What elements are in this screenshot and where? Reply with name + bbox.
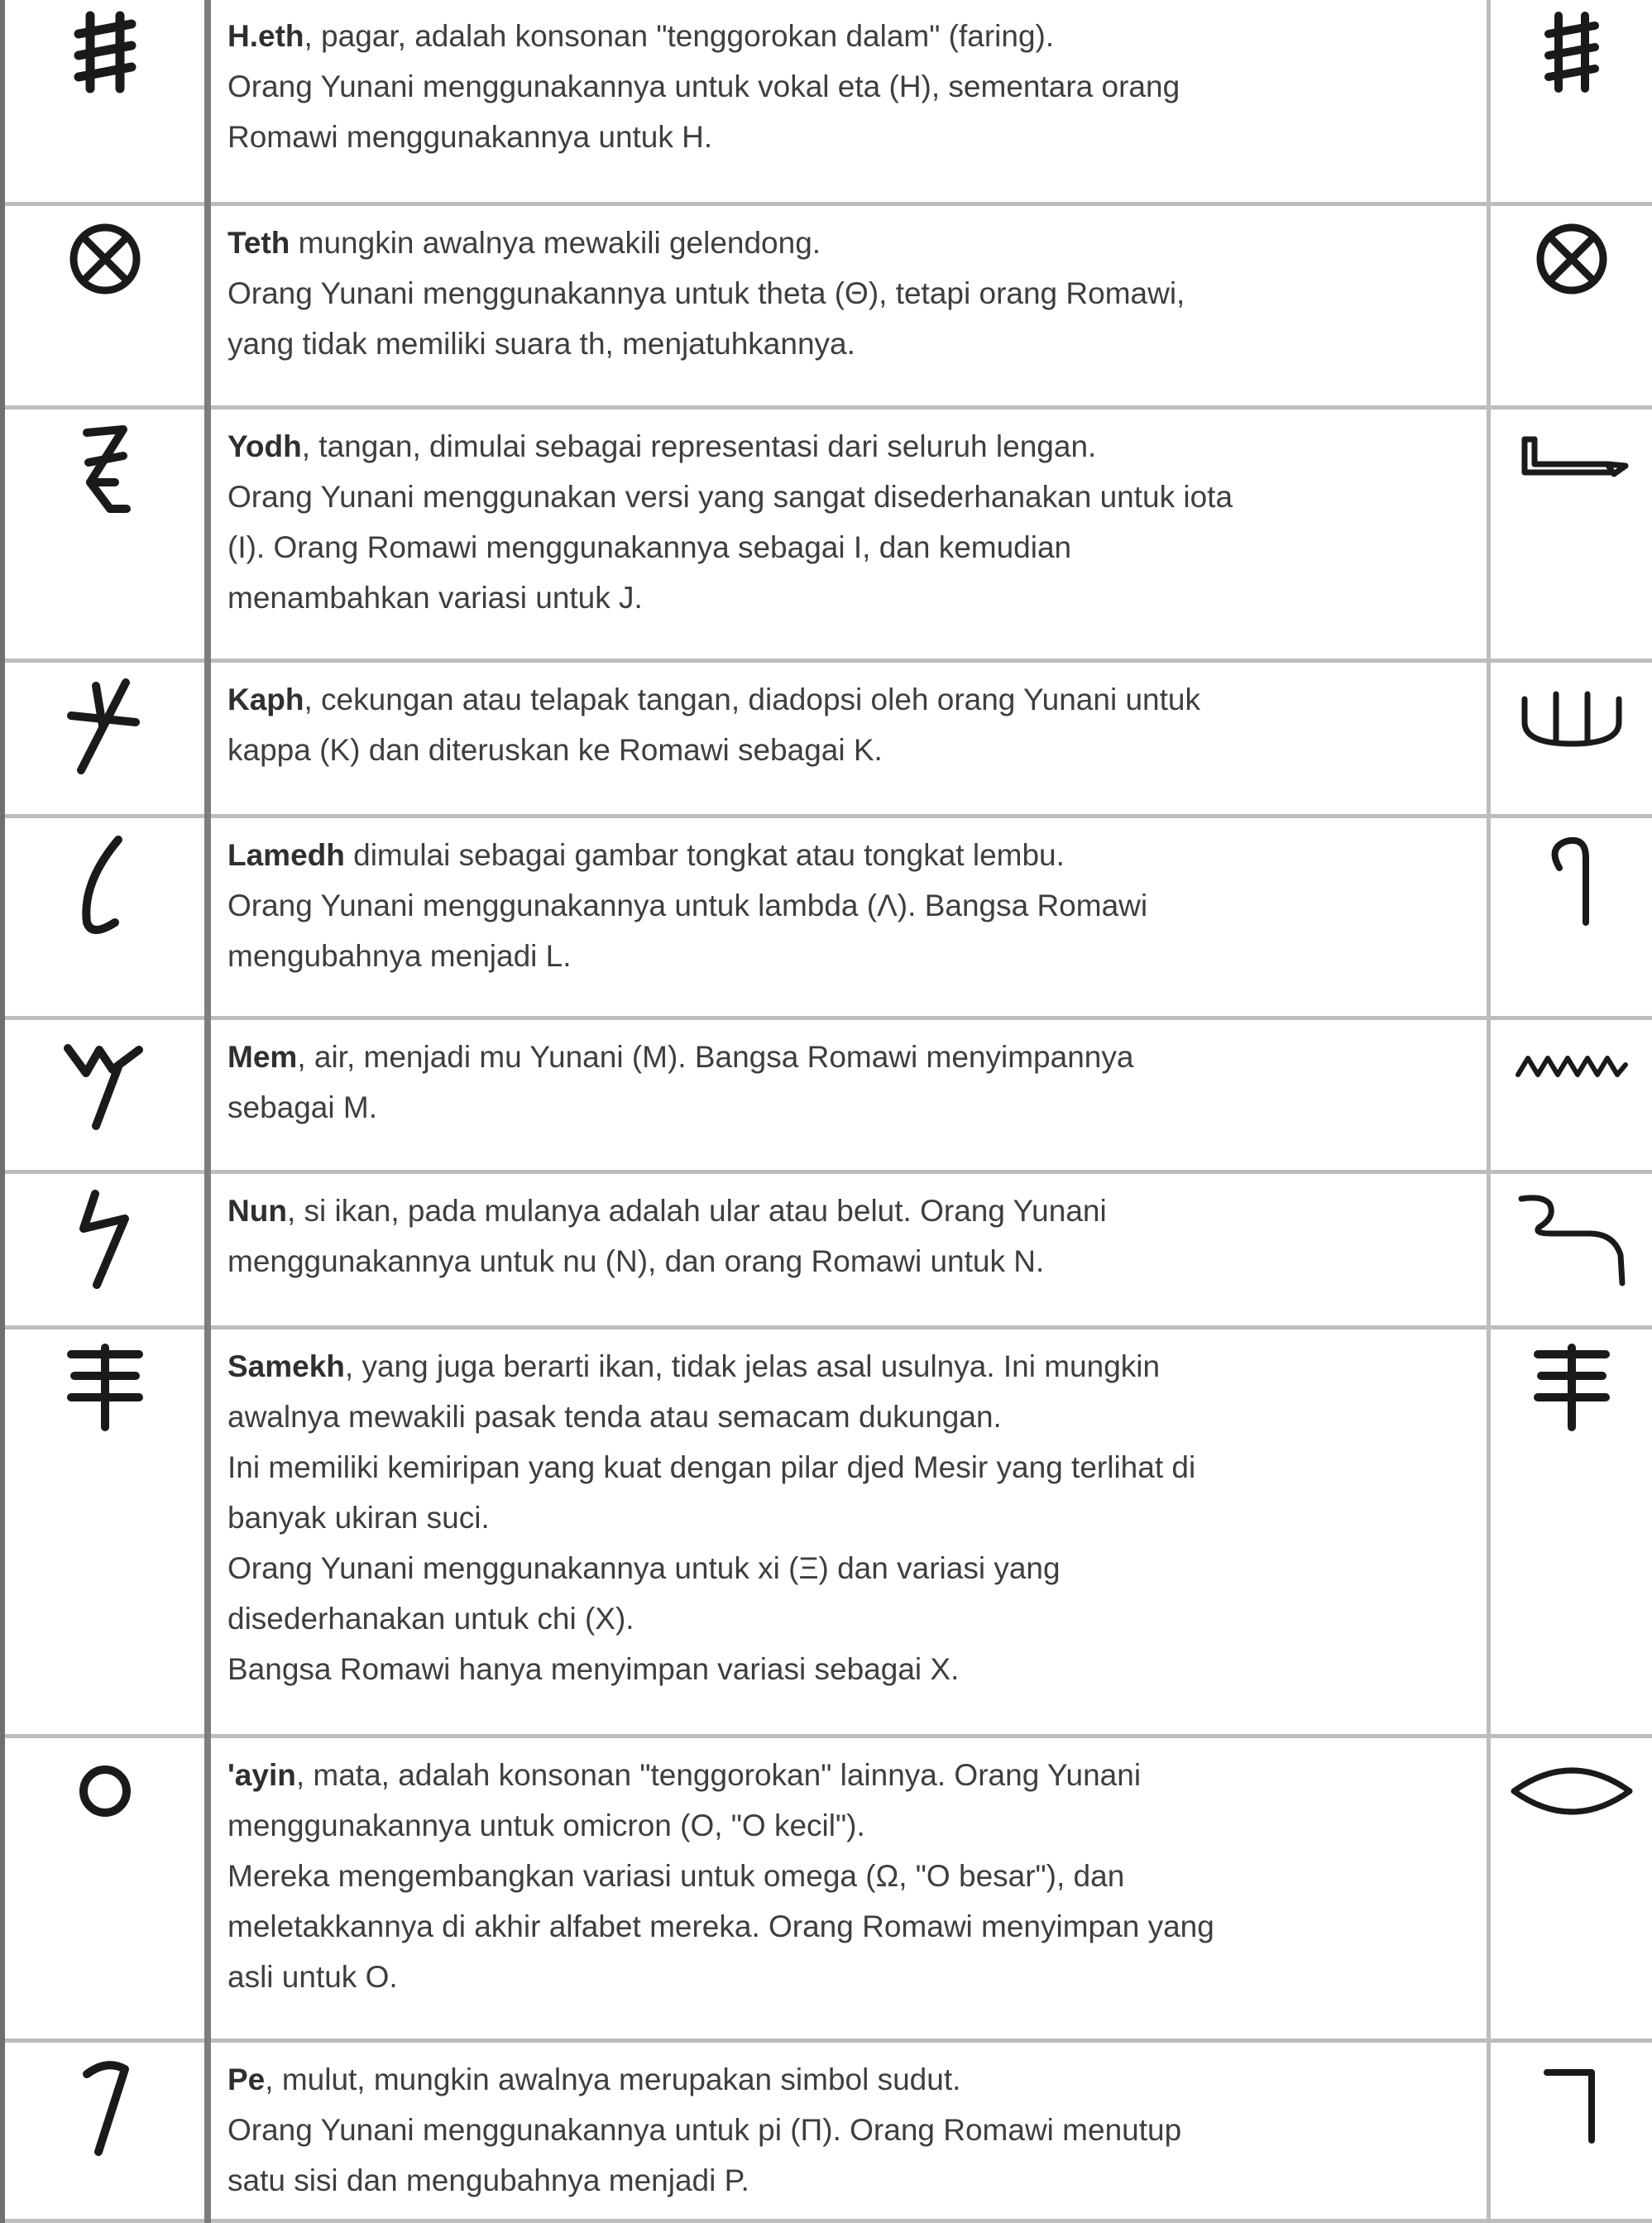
yodh-glyph-icon bbox=[64, 416, 146, 524]
description-line: mengubahnya menjadi L. bbox=[227, 939, 572, 973]
phoenician-glyph-cell bbox=[2, 204, 208, 408]
pe-glyph-icon bbox=[64, 2049, 146, 2165]
arm-hieroglyph-icon bbox=[1510, 416, 1634, 507]
lamedh-glyph-icon bbox=[64, 825, 146, 941]
description-cell bbox=[208, 408, 1488, 661]
description-line: Orang Yunani menggunakannya untuk pi (Π). Orang Romawi menutup bbox=[227, 2113, 1182, 2147]
description-line: Mem, air, menjadi mu Yunani (M). Bangsa Romawi menyimpannya bbox=[227, 1040, 1134, 1074]
table-row bbox=[2, 817, 1652, 1018]
table-row bbox=[2, 408, 1652, 661]
description-line: disederhanakan untuk chi (X). bbox=[227, 1602, 634, 1636]
description-cell bbox=[208, 1328, 1488, 1737]
hieroglyph-cell bbox=[1488, 1737, 1652, 2041]
description-line: menggunakannya untuk nu (N), dan orang Romawi untuk N. bbox=[227, 1244, 1045, 1278]
letter-name: Nun bbox=[227, 1194, 287, 1228]
letter-name: Teth bbox=[227, 226, 290, 260]
description-cell bbox=[208, 1018, 1488, 1172]
phoenician-glyph-cell bbox=[2, 0, 208, 204]
description-cell bbox=[208, 817, 1488, 1018]
letter-name: 'ayin bbox=[227, 1758, 296, 1792]
description-line: Teth mungkin awalnya mewakili gelendong. bbox=[227, 226, 821, 260]
letter-name: Samekh bbox=[227, 1349, 345, 1383]
description-line: Bangsa Romawi hanya menyimpan variasi sebagai X. bbox=[227, 1652, 960, 1686]
description-cell bbox=[208, 0, 1488, 204]
description-line: (I). Orang Romawi menggunakannya sebagai I, dan kemudian bbox=[227, 530, 1072, 564]
phoenician-glyph-cell bbox=[2, 1172, 208, 1328]
nun-glyph-icon bbox=[64, 1181, 146, 1296]
description-line: yang tidak memiliki suara th, menjatuhkannya. bbox=[227, 327, 855, 361]
letter-name: Pe bbox=[227, 2063, 266, 2096]
description-cell bbox=[208, 1737, 1488, 2041]
ayin-glyph-icon bbox=[64, 1745, 146, 1836]
description-line: Orang Yunani menggunakan versi yang sangat disederhanakan untuk iota bbox=[227, 480, 1233, 514]
staff-hieroglyph-icon bbox=[1535, 825, 1609, 941]
description-line: Samekh, yang juga berarti ikan, tidak jelas asal usulnya. Ini mungkin bbox=[227, 1349, 1161, 1383]
description-line: banyak ukiran suci. bbox=[227, 1501, 490, 1535]
description-line: Orang Yunani menggunakannya untuk lambda (Λ). Bangsa Romawi bbox=[227, 889, 1148, 922]
description-line: Orang Yunani menggunakannya untuk vokal eta (H), sementara orang bbox=[227, 69, 1180, 103]
snake-hieroglyph-icon bbox=[1510, 1181, 1634, 1296]
fence-hieroglyph-icon bbox=[1539, 6, 1605, 97]
hieroglyph-cell bbox=[1488, 1018, 1652, 1172]
phoenician-glyph-cell bbox=[2, 2041, 208, 2221]
description-line: Orang Yunani menggunakannya untuk xi (Ξ) dan variasi yang bbox=[227, 1551, 1061, 1585]
hieroglyph-cell bbox=[1488, 0, 1652, 204]
description-line: Kaph, cekungan atau telapak tangan, diadopsi oleh orang Yunani untuk bbox=[227, 683, 1200, 716]
heth-glyph-icon bbox=[64, 6, 146, 97]
eye-hieroglyph-icon bbox=[1506, 1745, 1638, 1836]
water-hieroglyph-icon bbox=[1510, 1027, 1634, 1118]
description-line: 'ayin, mata, adalah konsonan "tenggorokan" lainnya. Orang Yunani bbox=[227, 1758, 1142, 1792]
corner-hieroglyph-icon bbox=[1530, 2049, 1613, 2165]
phoenician-glyph-cell bbox=[2, 817, 208, 1018]
table-row bbox=[2, 1328, 1652, 1737]
hieroglyph-cell bbox=[1488, 1172, 1652, 1328]
description-cell bbox=[208, 2041, 1488, 2221]
phoenician-glyph-cell bbox=[2, 408, 208, 661]
table-row bbox=[2, 1018, 1652, 1172]
djed-hieroglyph-icon bbox=[1526, 1336, 1617, 1435]
letter-name: H.eth bbox=[227, 19, 304, 53]
palm-hieroglyph-icon bbox=[1510, 669, 1634, 760]
mem-glyph-icon bbox=[60, 1027, 151, 1134]
description-line: Pe, mulut, mungkin awalnya merupakan simbol sudut. bbox=[227, 2063, 961, 2096]
samekh-glyph-icon bbox=[60, 1336, 151, 1435]
hieroglyph-cell bbox=[1488, 408, 1652, 661]
description-line: Romawi menggunakannya untuk H. bbox=[227, 120, 713, 154]
hieroglyph-cell bbox=[1488, 1328, 1652, 1737]
table-row bbox=[2, 661, 1652, 817]
table-row bbox=[2, 2041, 1652, 2221]
description-cell bbox=[208, 661, 1488, 817]
kaph-glyph-icon bbox=[60, 669, 151, 777]
description-line: Ini memiliki kemiripan yang kuat dengan pilar djed Mesir yang terlihat di bbox=[227, 1450, 1196, 1484]
description-line: awalnya mewakili pasak tenda atau semacam dukungan. bbox=[227, 1400, 1002, 1434]
description-line: Lamedh dimulai sebagai gambar tongkat atau tongkat lembu. bbox=[227, 838, 1065, 872]
description-line: meletakkannya di akhir alfabet mereka. Orang Romawi menyimpan yang bbox=[227, 1909, 1214, 1943]
phoenician-glyph-cell bbox=[2, 661, 208, 817]
description-line: menggunakannya untuk omicron (O, "O kecil"). bbox=[227, 1809, 865, 1842]
description-cell bbox=[208, 1172, 1488, 1328]
letter-name: Kaph bbox=[227, 683, 304, 716]
table-row bbox=[2, 0, 1652, 204]
description-line: H.eth, pagar, adalah konsonan "tenggorokan dalam" (faring). bbox=[227, 19, 1055, 53]
letter-name: Mem bbox=[227, 1040, 298, 1074]
table-row bbox=[2, 204, 1652, 408]
spindle-hieroglyph-icon bbox=[1530, 213, 1613, 304]
description-line: satu sisi dan mengubahnya menjadi P. bbox=[227, 2163, 749, 2197]
phoenician-glyph-cell bbox=[2, 1737, 208, 2041]
description-line: Yodh, tangan, dimulai sebagai representasi dari seluruh lengan. bbox=[227, 429, 1097, 463]
hieroglyph-cell bbox=[1488, 661, 1652, 817]
description-line: Nun, si ikan, pada mulanya adalah ular atau belut. Orang Yunani bbox=[227, 1194, 1107, 1228]
table-row bbox=[2, 1737, 1652, 2041]
phoenician-glyph-cell bbox=[2, 1018, 208, 1172]
hieroglyph-cell bbox=[1488, 2041, 1652, 2221]
description-line: kappa (K) dan diteruskan ke Romawi sebagai K. bbox=[227, 733, 883, 767]
letter-name: Lamedh bbox=[227, 838, 345, 872]
hieroglyph-cell bbox=[1488, 817, 1652, 1018]
hieroglyph-cell bbox=[1488, 204, 1652, 408]
description-line: sebagai M. bbox=[227, 1090, 377, 1124]
table-row bbox=[2, 1172, 1652, 1328]
description-line: asli untuk O. bbox=[227, 1960, 398, 1994]
description-cell bbox=[208, 204, 1488, 408]
description-line: Mereka mengembangkan variasi untuk omega (Ω, "O besar"), dan bbox=[227, 1859, 1125, 1893]
description-line: Orang Yunani menggunakannya untuk theta (Θ), tetapi orang Romawi, bbox=[227, 276, 1185, 310]
phoenician-glyph-cell bbox=[2, 1328, 208, 1737]
letter-name: Yodh bbox=[227, 429, 302, 463]
description-line: menambahkan variasi untuk J. bbox=[227, 581, 643, 615]
teth-glyph-icon bbox=[64, 213, 146, 304]
